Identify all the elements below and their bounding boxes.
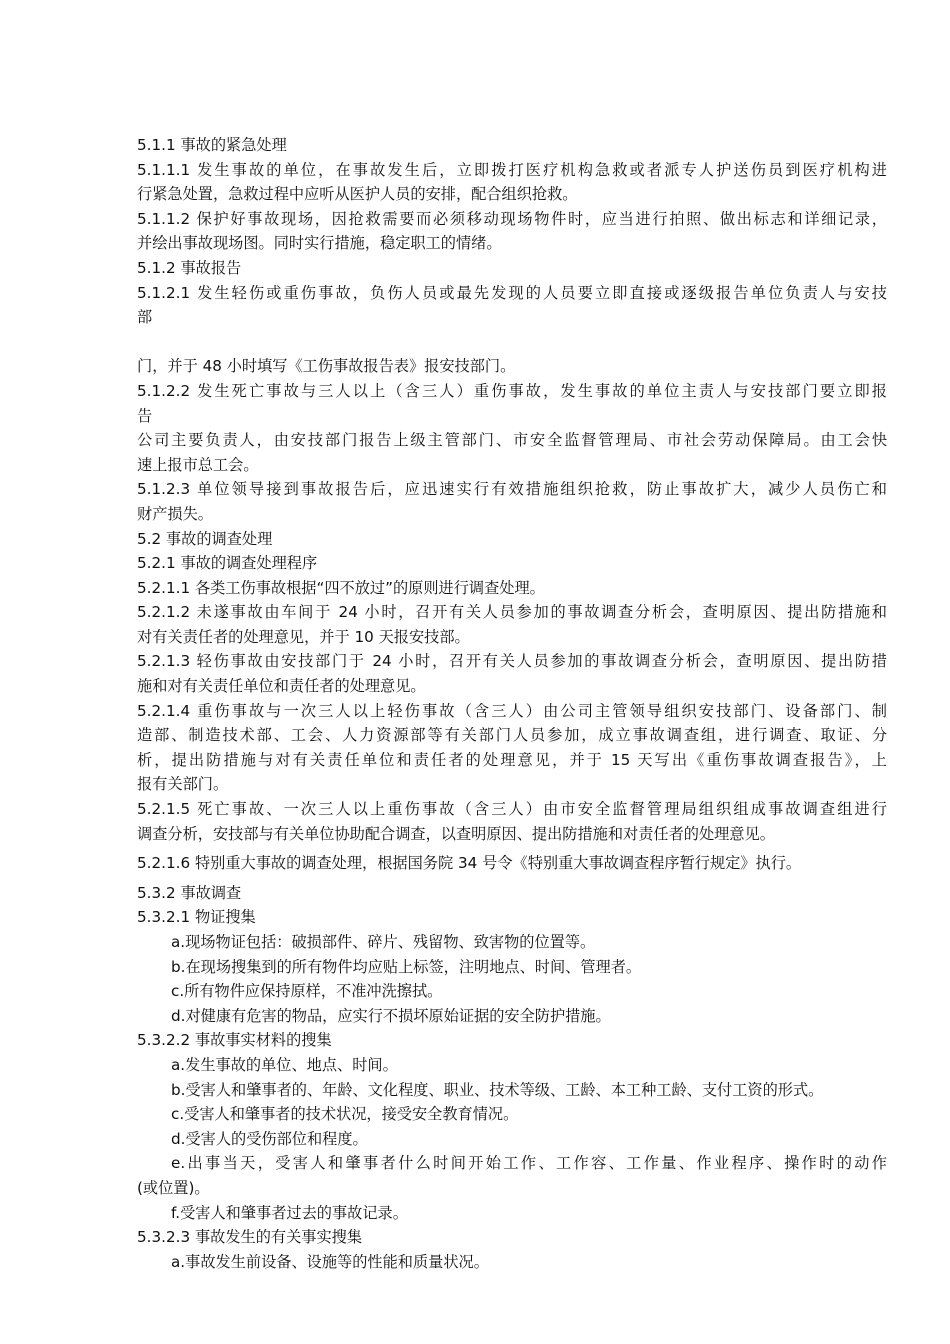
list-item: f.受害人和肇事者过去的事故记录。 (171, 1203, 408, 1222)
document-body (137, 133, 887, 1274)
paragraph-line: 5.1.2.2 发生死亡事故与三人以上（含三人）重伤事故，发生事故的单位主责人与安技部门要立即报 (137, 381, 887, 400)
paragraph-line: 5.1.1.2 保护好事故现场，因抢救需要而必须移动现场物件时，应当进行拍照、做出标志和详细记录， (137, 209, 887, 228)
list-item: e.出事当天，受害人和肇事者什么时间开始工作、工作容、工作量、作业程序、操作时的动作 (171, 1154, 887, 1173)
paragraph-line: 5.2.1.1 各类工伤事故根据“四不放过”的原则进行调查处理。 (137, 578, 545, 597)
paragraph-line: 5.2.1.6 特别重大事故的调查处理，根据国务院 34 号令《特别重大事故调查程序暂行规定》执行。 (137, 854, 802, 873)
paragraph-line: 5.1.2.1 发生轻伤或重伤事故，负伤人员或最先发现的人员要立即直接或逐级报告单位负责人与安技 (137, 283, 887, 302)
list-item: c.受害人和肇事者的技术状况，接受安全教育情况。 (171, 1105, 519, 1124)
heading-5-2-1: 5.2.1 事故的调查处理程序 (137, 554, 318, 573)
paragraph-line: 门，并于 48 小时填写《工伤事故报告表》报安技部门。 (137, 357, 516, 376)
list-item: a.现场物证包括：破损部件、碎片、残留物、致害物的位置等。 (171, 933, 596, 951)
list-item: b.受害人和肇事者的、年龄、文化程度、职业、技术等级、工龄、本工种工龄、支付工资的形式。 (171, 1080, 824, 1099)
heading-5-3-2-1: 5.3.2.1 物证搜集 (137, 908, 256, 927)
paragraph-line: 5.2.1.3 轻伤事故由安技部门于 24 小时，召开有关人员参加的事故调查分析会，查明原因、提出防措 (137, 652, 887, 671)
paragraph-line: 5.1.1.1 发生事故的单位，在事故发生后，立即拨打医疗机构急救或者派专人护送伤员到医疗机构进 (137, 160, 887, 179)
paragraph-line: 公司主要负责人，由安技部门报告上级主管部门、市安全监督管理局、市社会劳动保障局。由工会快 (137, 431, 887, 450)
paragraph-line: 调查分析，安技部与有关单位协助配合调查，以查明原因、提出防措施和对责任者的处理意见。 (137, 824, 775, 843)
paragraph-line: 财产损失。 (137, 504, 213, 523)
list-item: b.在现场搜集到的所有物件均应贴上标签，注明地点、时间、管理者。 (171, 957, 642, 976)
paragraph-line: 速上报市总工会。 (137, 455, 259, 474)
paragraph-line: 行紧急处置，急救过程中应听从医护人员的安排，配合组织抢救。 (137, 185, 578, 204)
heading-5-3-2-3: 5.3.2.3 事故发生的有关事实搜集 (137, 1228, 363, 1247)
paragraph-line: 并绘出事故现场图。同时实行措施，稳定职工的情绪。 (137, 234, 502, 253)
blank-line (137, 330, 887, 355)
paragraph-line: 析，提出防措施与对有关责任单位和责任者的处理意见，并于 15 天写出《重伤事故调查报告》，上 (137, 750, 887, 769)
heading-5-1-2: 5.1.2 事故报告 (137, 258, 242, 277)
paragraph-line: 施和对有关责任单位和责任者的处理意见。 (137, 677, 426, 696)
list-item: d.对健康有危害的物品，应实行不损坏原始证据的安全防护措施。 (171, 1006, 611, 1025)
paragraph-line: 5.2.1.5 死亡事故、一次三人以上重伤事故（含三人）由市安全监督管理局组织组成事故调查组进行 (137, 800, 887, 819)
heading-5-1-1: 5.1.1 事故的紧急处理 (137, 136, 287, 154)
heading-5-2: 5.2 事故的调查处理 (137, 529, 273, 548)
heading-5-3-2: 5.3.2 事故调查 (137, 883, 242, 902)
paragraph-line: 5.2.1.2 未遂事故由车间于 24 小时，召开有关人员参加的事故调查分析会，查明原因、提出防措施和 (137, 603, 887, 622)
paragraph-line: 对有关责任者的处理意见，并于 10 天报安技部。 (137, 627, 470, 646)
paragraph-line: 部 (137, 308, 153, 327)
paragraph-line: 5.1.2.3 单位领导接到事故报告后，应迅速实行有效措施组织抢救，防止事故扩大，减少人员伤亡和 (137, 480, 887, 499)
paragraph-line: 报有关部门。 (137, 775, 229, 794)
paragraph-line: 5.2.1.4 重伤事故与一次三人以上轻伤事故（含三人）由公司主管领导组织安技部门、设备部门、制 (137, 701, 887, 720)
list-item-continuation: (或位置)。 (137, 1178, 210, 1197)
paragraph-line: 告 (137, 406, 153, 425)
list-item: d.受害人的受伤部位和程度。 (171, 1129, 368, 1148)
heading-5-3-2-2: 5.3.2.2 事故事实材料的搜集 (137, 1031, 332, 1050)
list-item: a.事故发生前设备、设施等的性能和质量状况。 (171, 1252, 489, 1271)
paragraph-line: 造部、制造技术部、工会、人力资源部等有关部门人员参加，成立事故调查组，进行调查、取证、分 (137, 726, 887, 745)
list-item: c.所有物件应保持原样，不准冲洗擦拭。 (171, 982, 443, 1001)
list-item: a.发生事故的单位、地点、时间。 (171, 1055, 398, 1074)
